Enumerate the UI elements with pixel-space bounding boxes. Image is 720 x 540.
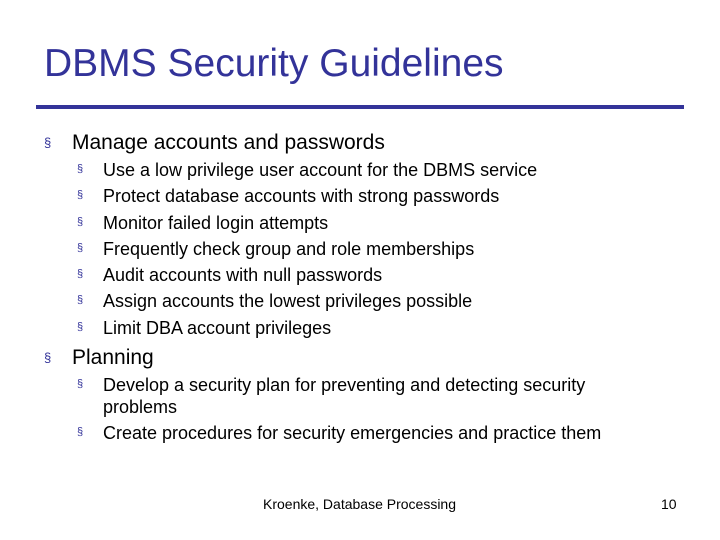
bullet-icon: § (44, 350, 52, 365)
slide-title: DBMS Security Guidelines (44, 42, 504, 85)
list-item-text: Use a low privilege user account for the DBMS service (103, 160, 538, 180)
list-item-text: Frequently check group and role memberships (103, 238, 475, 259)
list-item-text: Limit DBA account privileges (103, 317, 332, 338)
section-manage-accounts (44, 131, 684, 343)
bullet-icon: § (77, 294, 84, 307)
bullet-icon: § (44, 135, 52, 150)
list-item (44, 317, 684, 339)
page-number: 10 (661, 496, 677, 512)
bullet-icon: § (77, 426, 84, 439)
list-item (44, 159, 684, 181)
bullet-icon: § (77, 320, 84, 333)
list-item (44, 374, 684, 418)
section-heading-text: Manage accounts and passwords (72, 131, 385, 154)
list-item-text: Monitor failed login attempts (103, 212, 329, 233)
bullet-icon: § (77, 215, 84, 228)
bullet-icon: § (77, 189, 84, 202)
list-item (44, 185, 684, 207)
list-item (44, 238, 684, 260)
list-item-text: Assign accounts the lowest privileges possible (103, 291, 473, 312)
slide-footer (0, 495, 720, 513)
bullet-icon: § (77, 163, 84, 175)
section-heading (44, 131, 684, 155)
title-divider (36, 105, 684, 109)
section-heading-text: Planning (72, 346, 154, 369)
footer-source: Kroenke, Database Processing (263, 496, 456, 512)
list-item-text: Audit accounts with null passwords (103, 265, 383, 286)
bullet-list (44, 374, 684, 444)
bullet-list (44, 159, 684, 339)
list-item-text: Develop a security plan for preventing and detecting security problems (103, 375, 586, 417)
section-heading (44, 346, 684, 370)
list-item (44, 264, 684, 286)
list-item-text: Protect database accounts with strong passwords (103, 186, 500, 207)
section-planning (44, 346, 684, 449)
list-item (44, 422, 684, 444)
list-item-text: Create procedures for security emergencies and practice them (103, 423, 602, 444)
bullet-icon: § (77, 268, 84, 281)
bullet-icon: § (77, 378, 84, 390)
list-item (44, 212, 684, 234)
bullet-icon: § (77, 241, 84, 254)
list-item (44, 290, 684, 312)
